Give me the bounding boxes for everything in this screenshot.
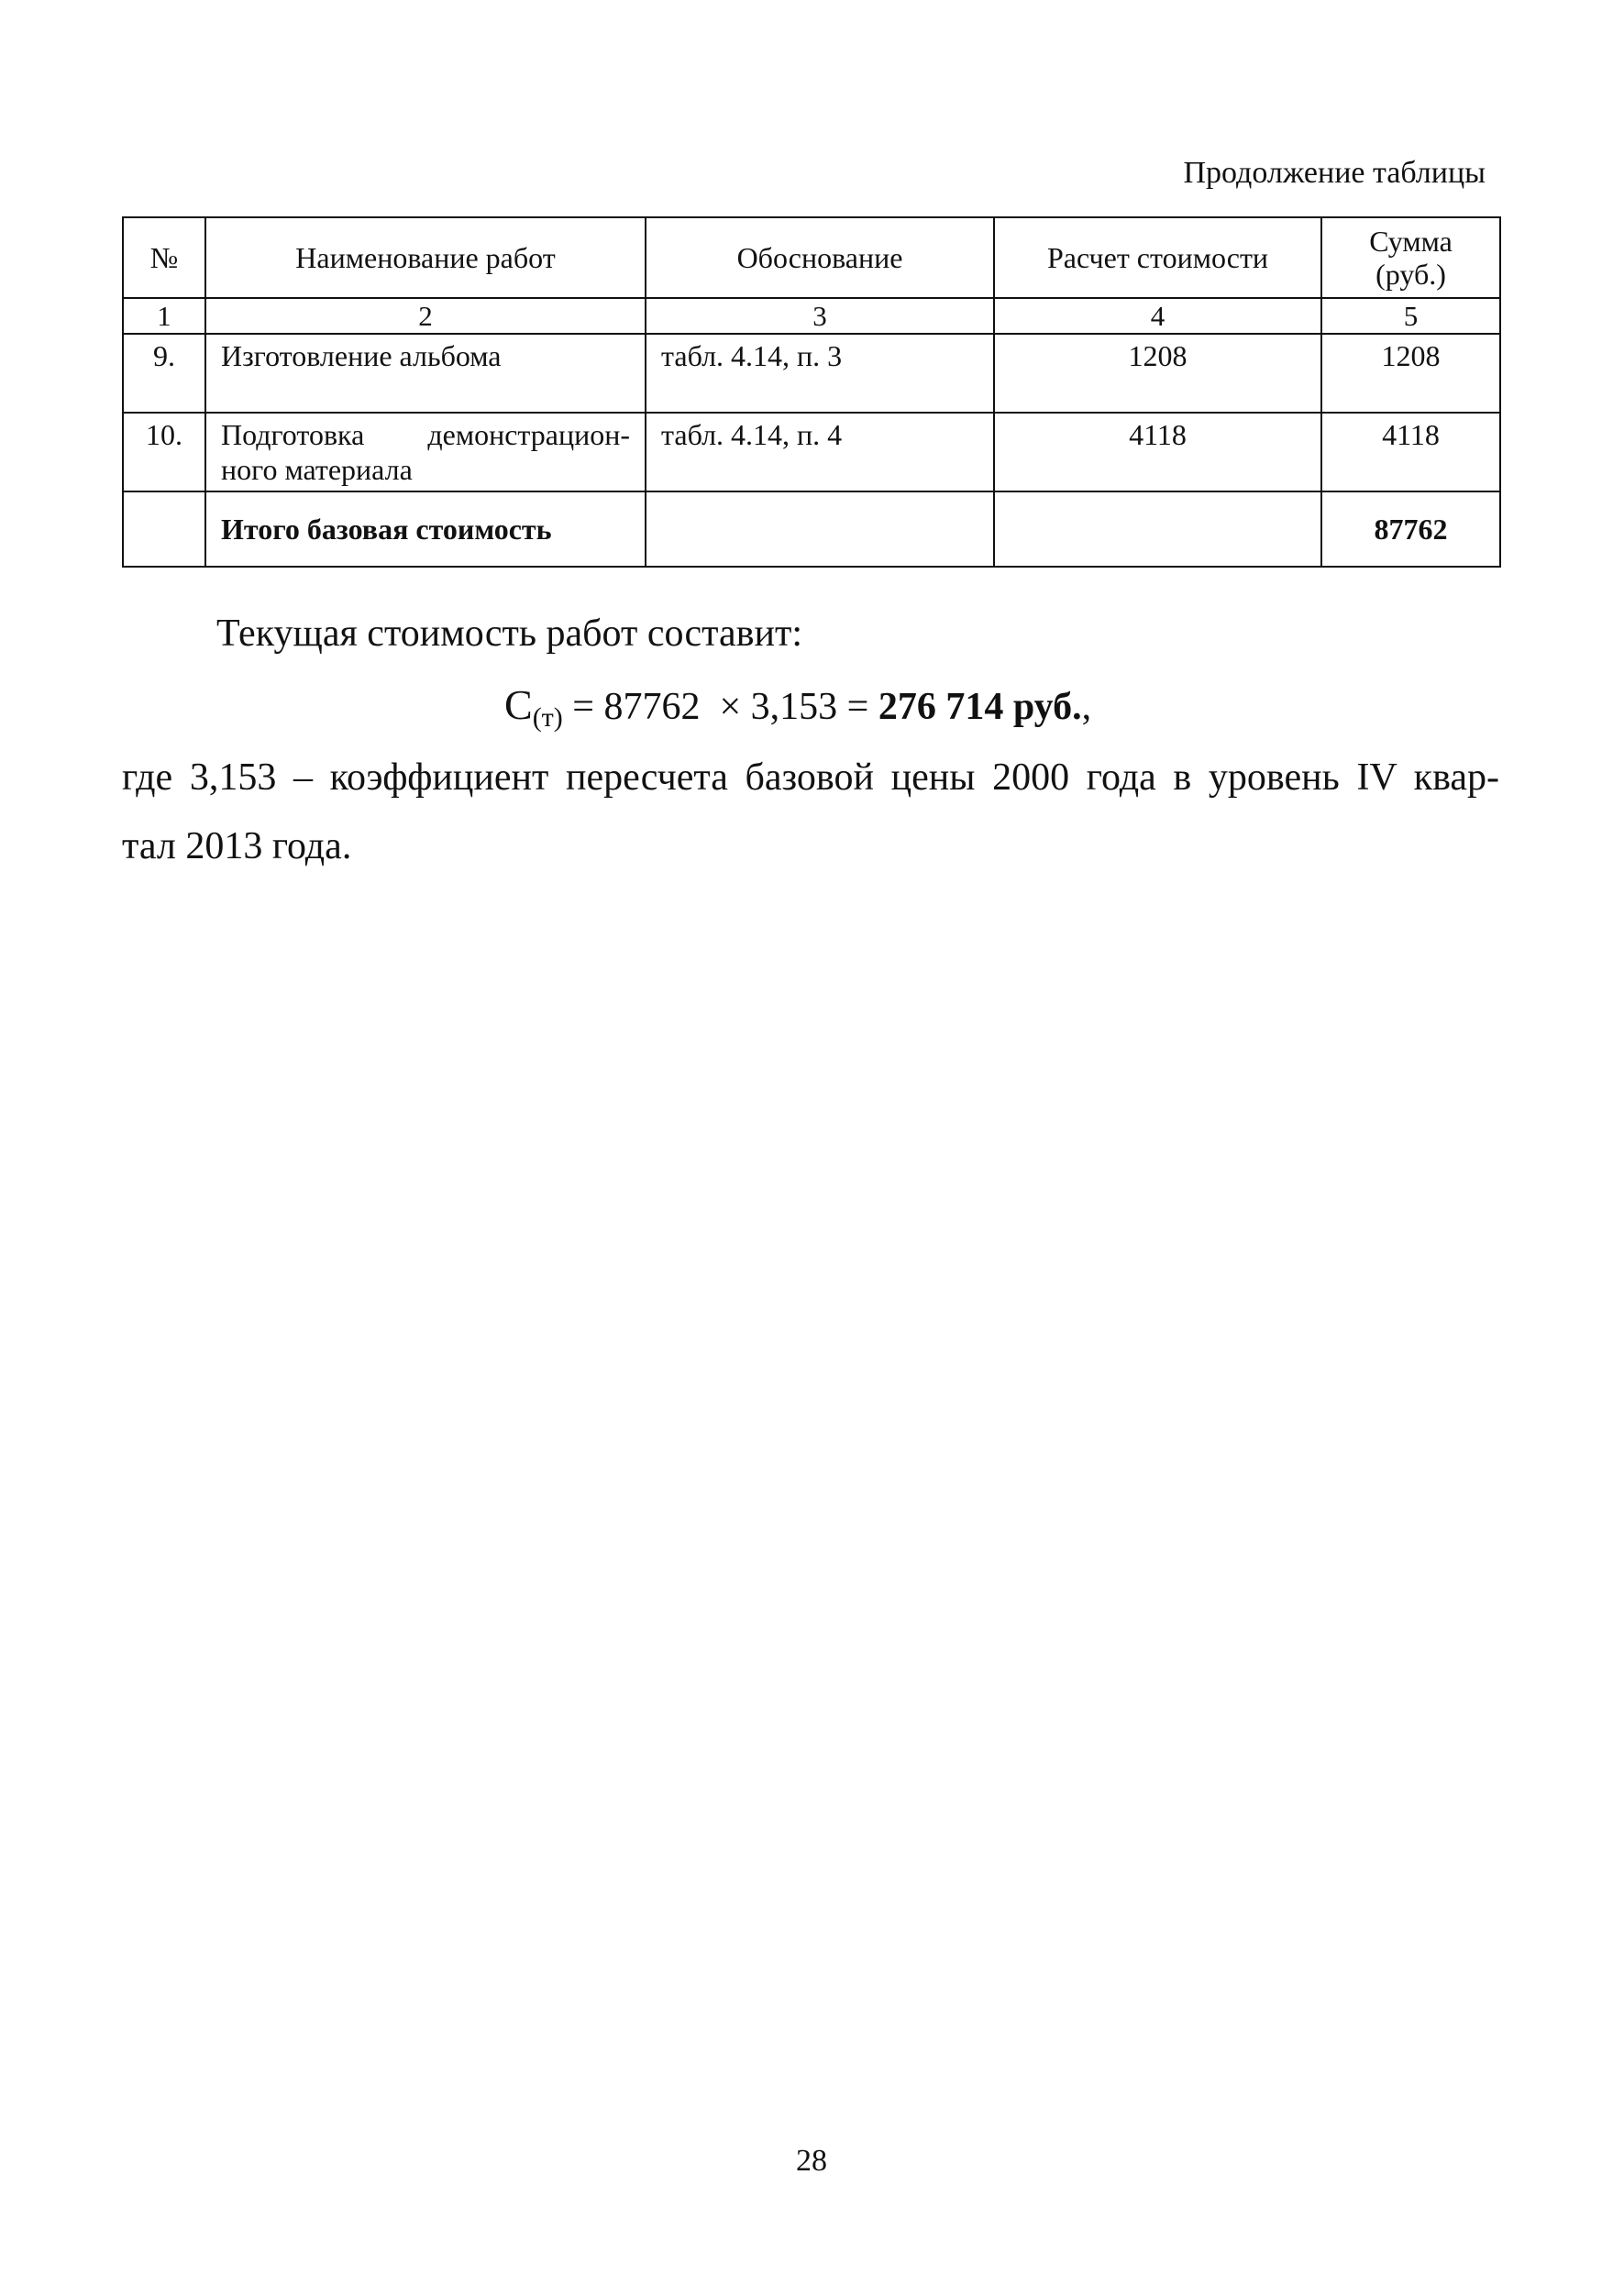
explanation-line-2: тал 2013 года. [122, 825, 352, 867]
header-number: № [123, 217, 205, 298]
total-basis [646, 491, 994, 567]
column-number: 4 [994, 298, 1321, 334]
table-header-row [123, 217, 1500, 298]
intro-paragraph: Текущая стоимость работ составит: [216, 613, 802, 655]
column-number: 5 [1321, 298, 1500, 334]
formula-symbol: С [504, 681, 533, 728]
cost-table [122, 216, 1501, 568]
column-number: 1 [123, 298, 205, 334]
row-sum: 4118 [1321, 413, 1500, 491]
table-row [123, 334, 1500, 413]
column-number: 2 [205, 298, 646, 334]
cost-formula [504, 678, 1091, 745]
row-basis: табл. 4.14, п. 3 [646, 334, 994, 413]
total-number [123, 491, 205, 567]
total-label: Итого базовая стоимость [205, 491, 646, 567]
column-number: 3 [646, 298, 994, 334]
total-row [123, 491, 1500, 567]
row-work-name: Подготовка демонстрацион- ного материала [205, 413, 646, 491]
header-sum: Сумма (руб.) [1321, 217, 1500, 298]
total-sum: 87762 [1321, 491, 1500, 567]
row-calculation: 4118 [994, 413, 1321, 491]
row-number: 9. [123, 334, 205, 413]
formula-result: 276 714 руб. [878, 686, 1082, 728]
total-calculation [994, 491, 1321, 567]
page-number: 28 [796, 2144, 827, 2178]
header-basis: Обоснование [646, 217, 994, 298]
formula-subscript: (т) [532, 702, 563, 733]
row-basis: табл. 4.14, п. 4 [646, 413, 994, 491]
formula-expression: = 87762 × 3,153 = [562, 686, 878, 728]
row-work-name: Изготовление альбома [205, 334, 646, 413]
header-calculation: Расчет стоимости [994, 217, 1321, 298]
explanation-line-1: где 3,153 – коэффициент пересчета базовой цены 2000 года в уровень IV квар- [122, 756, 1499, 799]
row-calculation: 1208 [994, 334, 1321, 413]
header-work-name: Наименование работ [205, 217, 646, 298]
column-number-row [123, 298, 1500, 334]
table-caption: Продолжение таблицы [1183, 156, 1486, 190]
row-sum: 1208 [1321, 334, 1500, 413]
row-number: 10. [123, 413, 205, 491]
table-row [123, 413, 1500, 491]
formula-trailing: , [1081, 686, 1092, 728]
